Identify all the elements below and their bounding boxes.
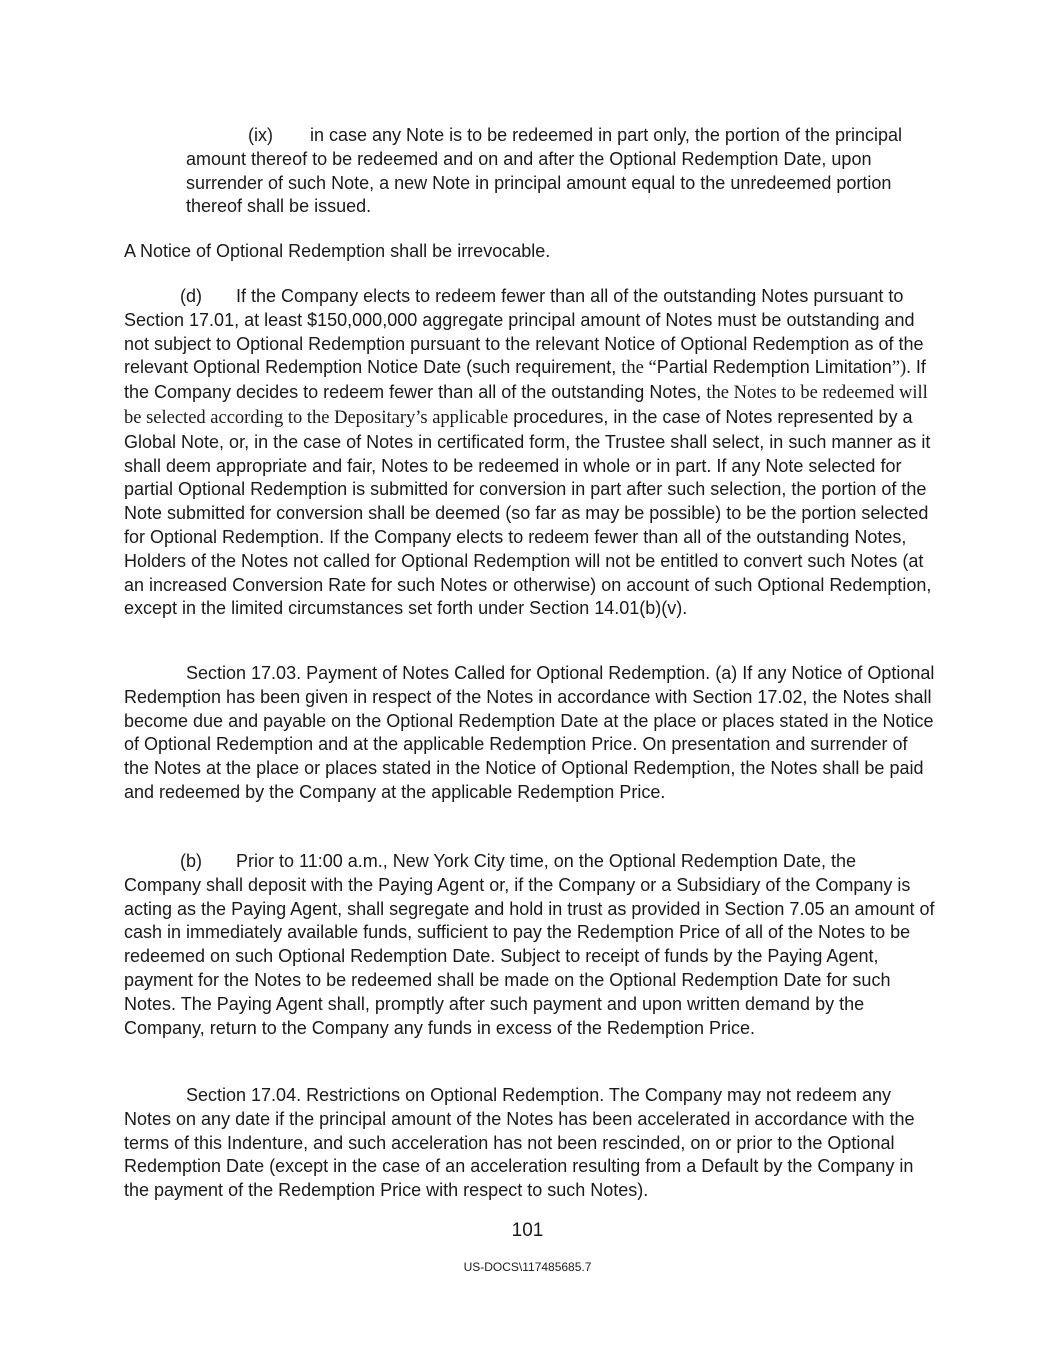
paragraph-d-text-4: ”). [891, 358, 911, 379]
paragraph-d-text-6: the Notes to be redeemed will be selected according to the Depositary’s applicable [124, 383, 928, 428]
clause-marker-ix: (ix) [248, 125, 273, 145]
paragraph-ix-text: in case any Note is to be redeemed in part only, the portion of the principal amount thereof to be redeemed and on and after the Optional Redemption Date, upon surrender of such Note, a new Note in principal amount equal to the unredeemed portion thereof shall be issued. [186, 125, 903, 217]
paragraph-d [124, 285, 936, 621]
document-id: US-DOCS\117485685.7 [463, 1260, 592, 1274]
section-17-03-text: Section 17.03. Payment of Notes Called for Optional Redemption. (a) If any Notice of Optional Redemption has been given in respect of the Notes in accordance with Section 17.02, the Notes shall become due and payable on the Optional Redemption Date at the place or places stated in the Notice of Optional Redemption and at the applicable Redemption Price. On presentation and surrender of the Notes at the place or places stated in the Notice of Optional Redemption, the Notes shall be paid and redeemed by the Company at the applicable Redemption Price. [124, 663, 935, 802]
section-17-03 [124, 662, 936, 805]
defined-term-partial-redemption-limitation: Partial Redemption Limitation [656, 357, 892, 378]
paragraph-d-text-1: If the Company elects to redeem fewer than all of the outstanding Notes pursuant to Section 17.01, at least $150,000,000 aggregate principal amount of Notes must be outstanding and not subject to Optional Redemption pursuant to the relevant Notice of Optional Redemption as of the relevant Optional Redemption Notice Date (such requirement, [124, 286, 924, 378]
paragraph-b-text: Prior to 11:00 a.m., New York City time, on the Optional Redemption Date, the Company shall deposit with the Paying Agent or, if the Company or a Subsidiary of the Company is acting as the Paying Agent, shall segregate and hold in trust as provided in Section 7.05 an amount of cash in immediately available funds, sufficient to pay the Redemption Price of all of the Notes to be redeemed on such Optional Redemption Date. Subject to receipt of funds by the Paying Agent, payment for the Notes to be redeemed shall be made on the Optional Redemption Date for such Notes. The Paying Agent shall, promptly after such payment and upon written demand by the Company, return to the Company any funds in excess of the Redemption Price. [124, 851, 935, 1038]
paragraph-b [124, 850, 936, 1040]
section-17-04-text: Section 17.04. Restrictions on Optional Redemption. The Company may not redeem any Notes on any date if the principal amount of the Notes has been accelerated in accordance with the terms of this Indenture, and such acceleration has not been rescinded, on or prior to the Optional Redemption Date (except in the case of an acceleration resulting from a Default by the Company in the payment of the Redemption Price with respect to such Notes). [124, 1085, 915, 1201]
clause-marker-d: (d) [180, 286, 202, 306]
page-number: 101 [511, 1220, 544, 1241]
clause-marker-b: (b) [180, 851, 202, 871]
paragraph-irrevocable: A Notice of Optional Redemption shall be irrevocable. [124, 241, 551, 261]
section-17-04 [124, 1084, 936, 1203]
paragraph-d-text-2: the “ [621, 358, 657, 379]
paragraph-d-text-5: If the Company decides to redeem fewer than all of the outstanding Notes, [124, 357, 926, 403]
paragraph-d-text-7: procedures, in the case of Notes represented by a Global Note, or, in the case of Notes in certificated form, the Trustee shall select, in such manner as it shall deem appropriate and fair, Notes to be redeemed in whole or in part. If any Note selected for partial Optional Redemption is submitted for conversion in part after such selection, the portion of the Note submitted for conversion shall be deemed (so far as may be possible) to be the portion selected for Optional Redemption. If the Company elects to redeem fewer than all of the outstanding Notes, Holders of the Notes not called for Optional Redemption will not be entitled to convert such Notes (at an increased Conversion Rate for such Notes or otherwise) on account of such Optional Redemption, except in the limited circumstances set forth under Section 14.01(b)(v). [124, 406, 932, 619]
paragraph-ix [186, 124, 936, 219]
